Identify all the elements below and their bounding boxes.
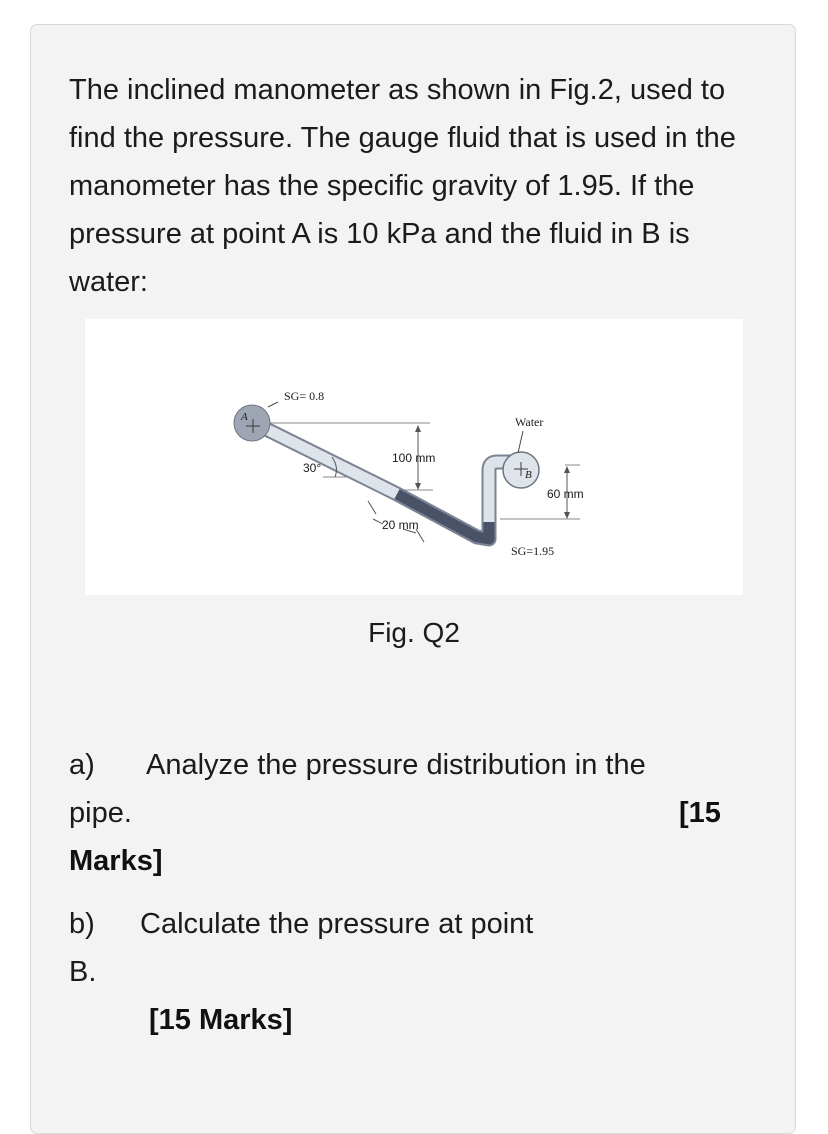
sg-a-leader (268, 402, 278, 407)
part-b-letter: b) (69, 908, 95, 940)
sg-a-label: SG= 0.8 (284, 389, 325, 403)
part-a-letter: a) (69, 749, 95, 781)
dim-20-tick-1 (368, 501, 376, 514)
manometer-figure (85, 319, 743, 595)
part-b-marks: [15 Marks] (149, 1004, 293, 1036)
dim-60-arrow-bottom (564, 512, 570, 519)
gauge-fluid (397, 494, 489, 539)
figure-caption: Fig. Q2 (368, 617, 460, 648)
question-intro: The inclined manometer as shown in Fig.2, used to find the pressure. The gauge fluid that is used in the manometer has the specific gravity of 1.95. If the pressure at point A is 10 kPa and the fluid in B is water: (69, 74, 736, 298)
water-label: Water (515, 415, 544, 429)
manometer-diagram (85, 319, 743, 595)
dim-100-arrow-bottom (415, 483, 421, 490)
part-b-text-cont: B. (69, 956, 97, 988)
bulb-a (234, 405, 270, 441)
dim-20-label: 20 mm (382, 518, 419, 532)
dim-60-arrow-top (564, 466, 570, 473)
water-leader (518, 431, 523, 453)
dim-60-label: 60 mm (547, 487, 584, 501)
angle-label: 30° (303, 461, 322, 475)
part-a-marks: [15 (679, 797, 721, 829)
sg-gauge-label: SG=1.95 (511, 544, 555, 558)
point-b-label: B (525, 469, 532, 481)
part-a-text: Analyze the pressure distribution in the (146, 749, 646, 781)
part-a-marks-cont: Marks] (69, 845, 163, 877)
dim-100-label: 100 mm (392, 451, 436, 465)
dim-100-arrow-top (415, 425, 421, 432)
point-a-label: A (241, 411, 248, 423)
part-a-text-cont: pipe. (69, 797, 132, 829)
part-b-text: Calculate the pressure at point (140, 908, 534, 940)
